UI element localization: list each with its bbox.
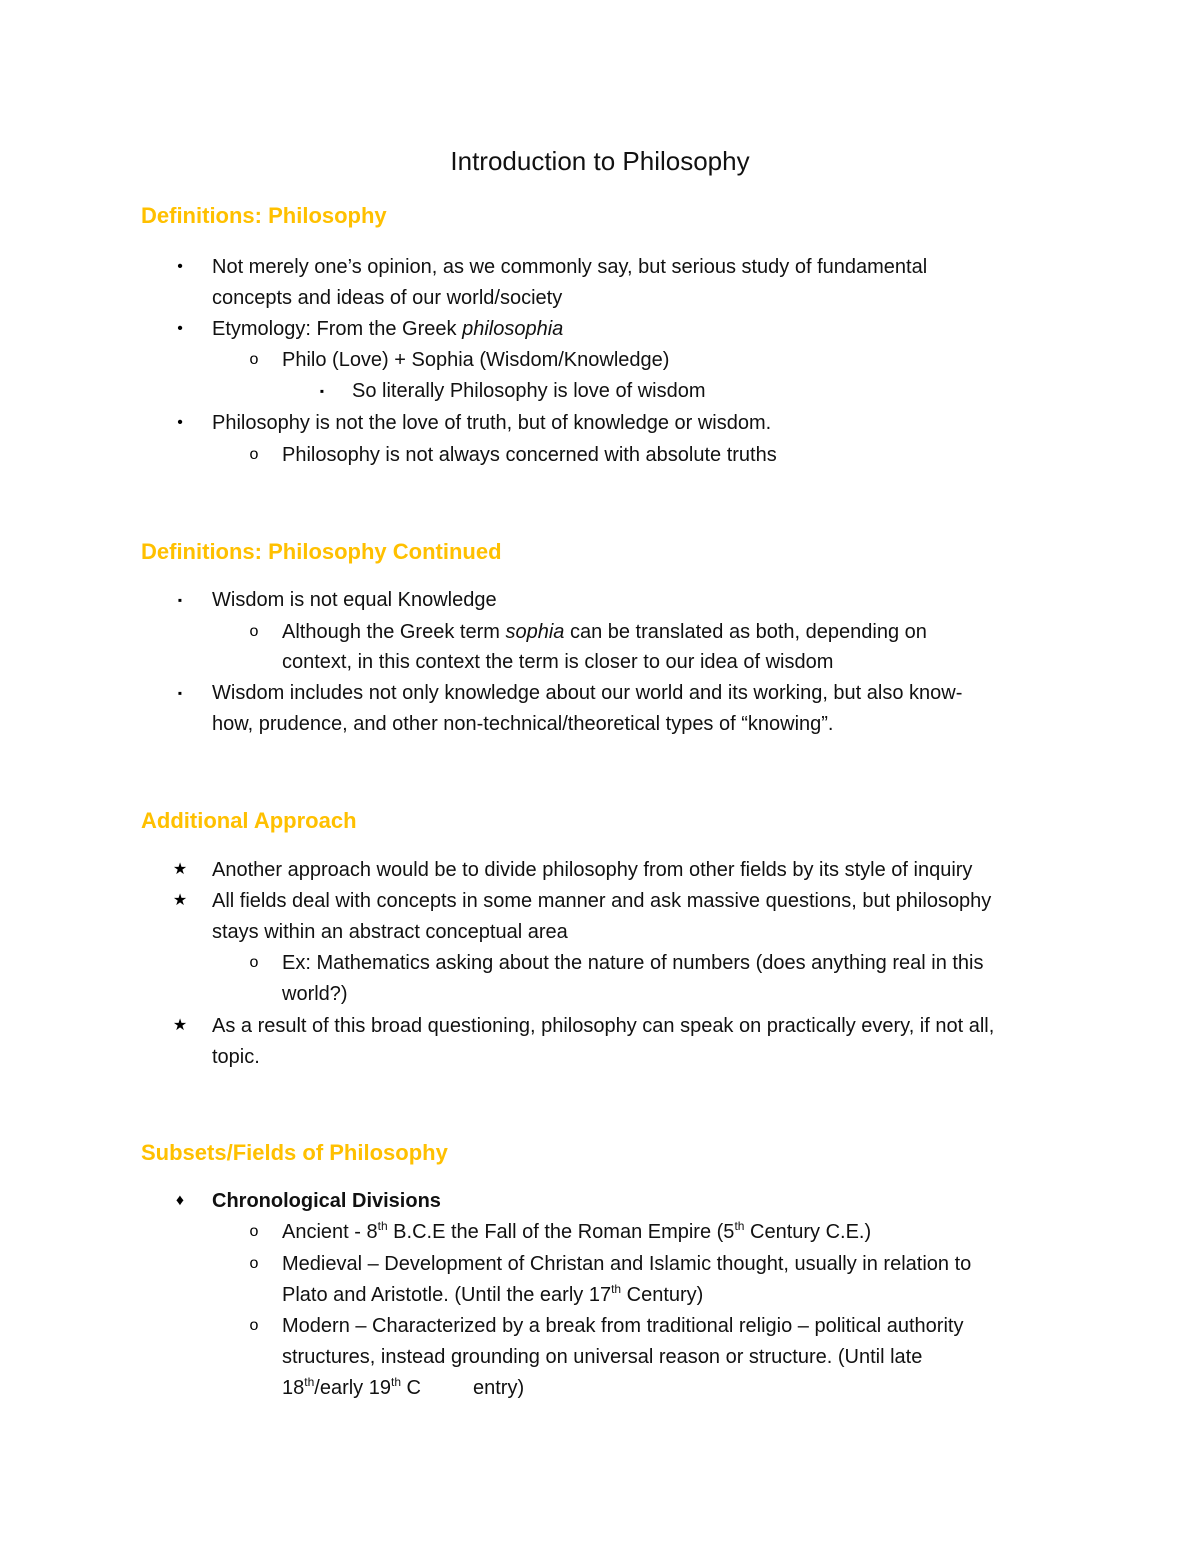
- document-title: Introduction to Philosophy: [450, 146, 750, 176]
- sub-bullet-icon: o: [249, 351, 259, 368]
- sub-bullet-icon: o: [249, 954, 259, 971]
- text-run: Century C.E.): [744, 1221, 872, 1243]
- list-item: Chronological Divisions: [212, 1190, 441, 1212]
- text-run: Ancient - 8: [282, 1221, 378, 1243]
- bullet-icon: •: [177, 320, 183, 337]
- subsub-list-item: So literally Philosophy is love of wisdom: [352, 380, 706, 402]
- list-item: Wisdom includes not only knowledge about our world and its working, but also know-: [212, 682, 963, 704]
- section-heading-subsets-fields: Subsets/Fields of Philosophy: [141, 1140, 448, 1165]
- sub-list-item-medieval: Medieval – Development of Christan and Islamic thought, usually in relation to: [282, 1253, 972, 1275]
- list-item: Philosophy is not the love of truth, but of knowledge or wisdom.: [212, 412, 772, 434]
- list-item: [212, 315, 563, 343]
- sub-list-item: Ex: Mathematics asking about the nature of numbers (does anything real in this: [282, 952, 984, 974]
- sub-bullet-icon: o: [249, 623, 259, 640]
- text-run: C: [401, 1377, 421, 1399]
- bullet-icon: •: [177, 258, 183, 275]
- section-heading-definitions: Definitions: Philosophy: [141, 203, 387, 228]
- superscript: th: [611, 1282, 622, 1296]
- italic-term: philosophia: [462, 318, 564, 340]
- text-run: /early 19: [314, 1377, 391, 1399]
- sub-list-item-continuation: world?): [282, 983, 348, 1005]
- superscript: th: [734, 1219, 745, 1233]
- sub-bullet-icon: o: [249, 1255, 259, 1272]
- square-bullet-icon: ▪: [177, 686, 183, 700]
- section-heading-additional-approach: Additional Approach: [141, 808, 357, 833]
- square-bullet-icon: ▪: [177, 593, 183, 607]
- italic-term: sophia: [505, 621, 565, 643]
- list-item: Not merely one’s opinion, as we commonly say, but serious study of fundamental: [212, 256, 928, 278]
- sub-list-item-text: can be translated as both, depending on: [564, 621, 927, 643]
- sub-bullet-icon: o: [249, 1223, 259, 1240]
- text-run: 18: [282, 1377, 305, 1399]
- text-run: B.C.E the Fall of the Roman Empire (5: [387, 1221, 735, 1243]
- sub-bullet-icon: o: [249, 1317, 259, 1334]
- sub-list-item-continuation: structures, instead grounding on universal reason or structure. (Until late: [282, 1346, 923, 1368]
- star-bullet-icon: ★: [172, 861, 188, 878]
- list-item: All fields deal with concepts in some manner and ask massive questions, but philosophy: [212, 890, 992, 912]
- text-run: Century): [621, 1284, 704, 1306]
- sub-list-item-continuation: [282, 1374, 524, 1402]
- superscript: th: [390, 1375, 401, 1389]
- sub-bullet-icon: o: [249, 446, 259, 463]
- sub-list-item-continuation: context, in this context the term is closer to our idea of wisdom: [282, 651, 834, 673]
- text-run: entry): [473, 1377, 525, 1399]
- sub-list-item-text: Although the Greek term: [282, 621, 506, 643]
- list-item-continuation: stays within an abstract conceptual area: [212, 921, 568, 943]
- section-heading-definitions-continued: Definitions: Philosophy Continued: [141, 539, 502, 564]
- star-bullet-icon: ★: [172, 1017, 188, 1034]
- sub-list-item: Philosophy is not always concerned with absolute truths: [282, 444, 777, 466]
- superscript: th: [377, 1219, 388, 1233]
- list-item-continuation: topic.: [212, 1046, 260, 1068]
- list-item-continuation: concepts and ideas of our world/society: [212, 287, 563, 309]
- square-bullet-icon: ▪: [319, 384, 325, 398]
- sub-list-item-continuation: [282, 1281, 703, 1309]
- sub-list-item: [282, 618, 927, 646]
- sub-list-item-ancient: [282, 1218, 871, 1246]
- diamond-bullet-icon: ♦: [175, 1192, 185, 1209]
- text-run: Plato and Aristotle. (Until the early 17: [282, 1284, 612, 1306]
- list-item-text: Etymology: From the Greek: [212, 318, 463, 340]
- sub-list-item-modern: Modern – Characterized by a break from traditional religio – political authority: [282, 1315, 964, 1337]
- bullet-icon: •: [177, 414, 183, 431]
- star-bullet-icon: ★: [172, 892, 188, 909]
- superscript: th: [304, 1375, 315, 1389]
- list-item: Wisdom is not equal Knowledge: [212, 589, 497, 611]
- list-item: As a result of this broad questioning, philosophy can speak on practically every, if not all,: [212, 1015, 995, 1037]
- sub-list-item: Philo (Love) + Sophia (Wisdom/Knowledge): [282, 349, 670, 371]
- list-item: Another approach would be to divide philosophy from other fields by its style of inquiry: [212, 859, 973, 881]
- list-item-continuation: how, prudence, and other non-technical/theoretical types of “knowing”.: [212, 713, 834, 735]
